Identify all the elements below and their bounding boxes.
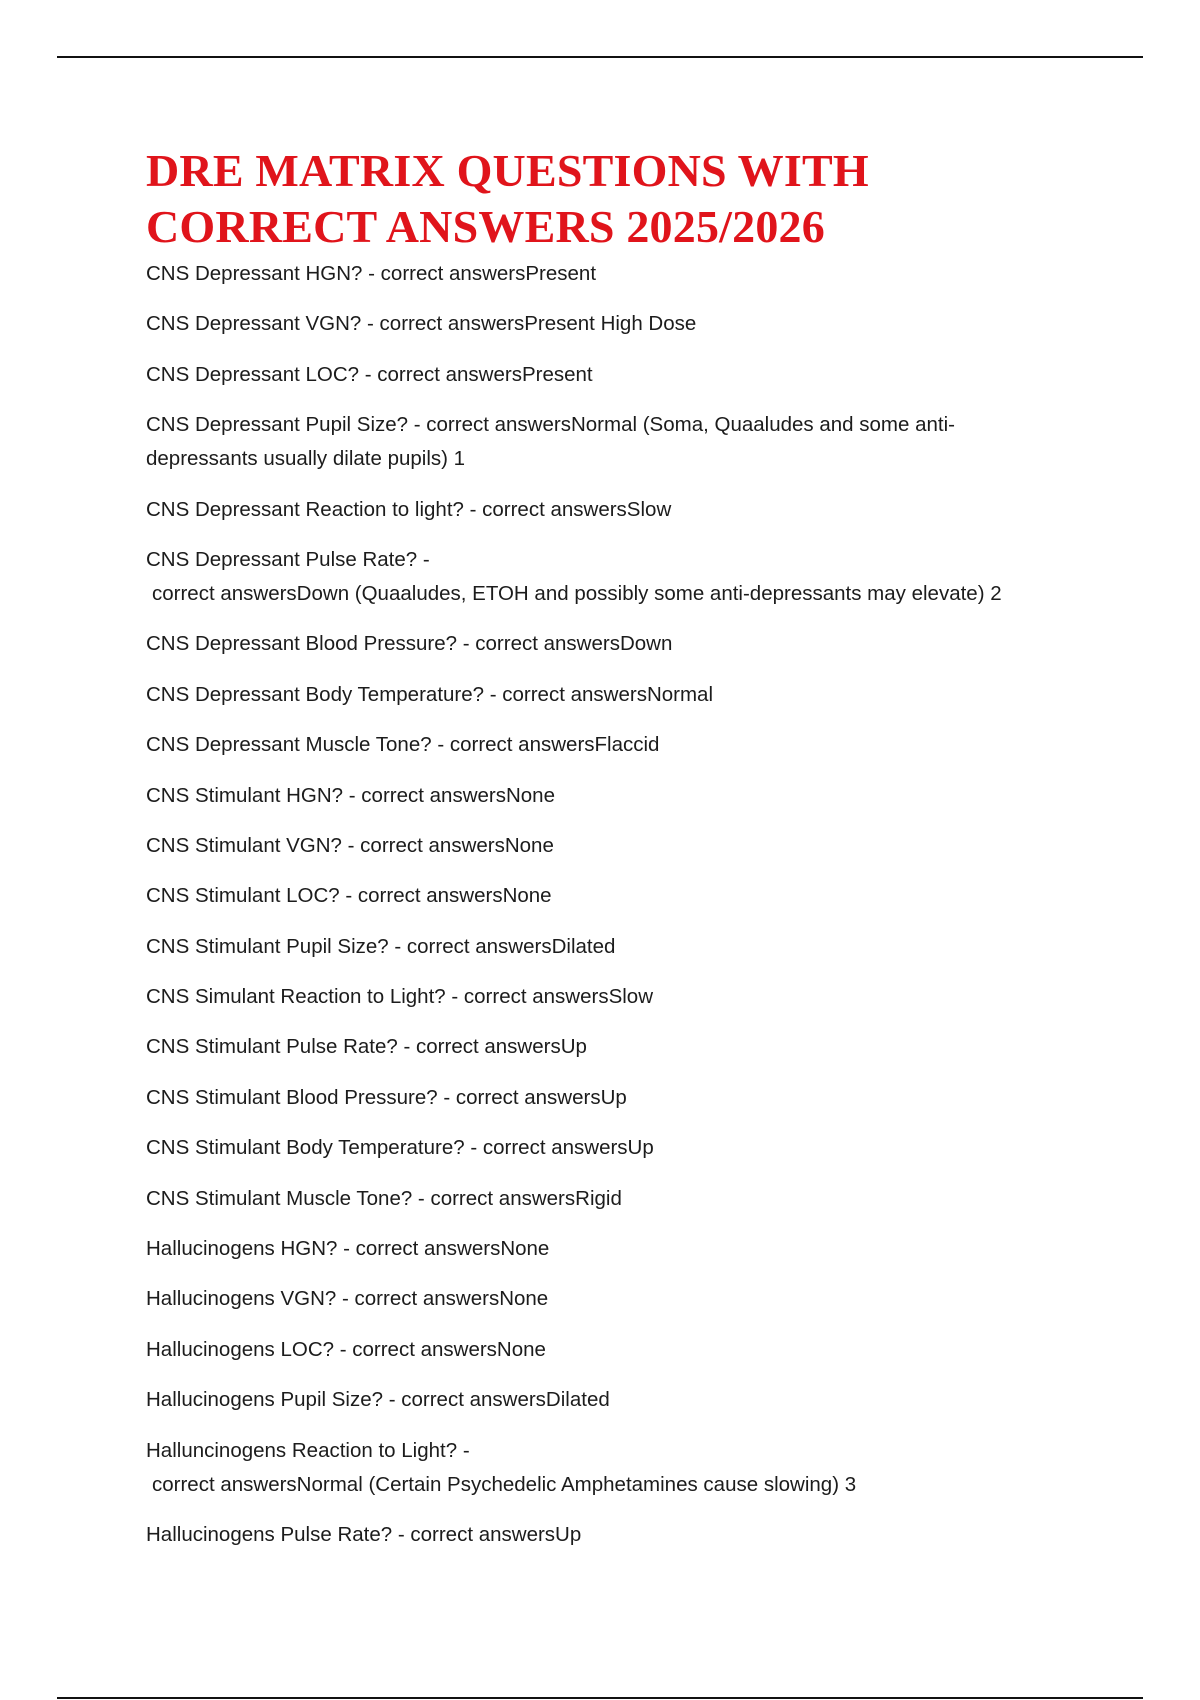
qa-question: Hallucinogens VGN? - correct answersNone [146, 1287, 549, 1311]
qa-continuation: depressants usually dilate pupils) 1 [146, 447, 466, 471]
qa-question: CNS Depressant Muscle Tone? - correct answersFlaccid [146, 733, 660, 757]
qa-item [146, 1383, 1096, 1417]
qa-item [146, 1030, 1096, 1064]
qa-list [146, 257, 1096, 1552]
qa-question: CNS Depressant Reaction to light? - correct answersSlow [146, 497, 672, 521]
qa-item [146, 1518, 1096, 1552]
qa-item [146, 307, 1096, 341]
qa-question: CNS Stimulant LOC? - correct answersNone [146, 884, 552, 908]
qa-item [146, 728, 1096, 762]
qa-question: CNS Depressant Body Temperature? - correct answersNormal [146, 682, 714, 706]
qa-question: CNS Stimulant Muscle Tone? - correct answersRigid [146, 1186, 622, 1210]
qa-item [146, 678, 1096, 712]
qa-question: CNS Depressant LOC? - correct answersPresent [146, 362, 593, 386]
qa-question: CNS Simulant Reaction to Light? - correct answersSlow [146, 985, 654, 1009]
title-line-2: CORRECT ANSWERS 2025/2026 [146, 201, 825, 252]
qa-item [146, 257, 1096, 291]
footer-rule [57, 1697, 1143, 1699]
qa-item [146, 1434, 1096, 1502]
qa-question: CNS Depressant VGN? - correct answersPresent High Dose [146, 312, 697, 336]
qa-question: Hallucinogens Pulse Rate? - correct answersUp [146, 1522, 582, 1546]
document-title [146, 143, 1096, 255]
qa-item [146, 1081, 1096, 1115]
qa-item [146, 408, 1096, 476]
qa-question: Hallucinogens LOC? - correct answersNone [146, 1337, 546, 1361]
qa-question: CNS Depressant Pupil Size? - correct answersNormal (Soma, Quaaludes and some anti- [146, 413, 955, 437]
qa-item [146, 1282, 1096, 1316]
qa-item [146, 543, 1096, 611]
qa-item [146, 930, 1096, 964]
title-line-1: DRE MATRIX QUESTIONS WITH [146, 145, 869, 196]
qa-question: Hallucinogens HGN? - correct answersNone [146, 1237, 550, 1261]
qa-item [146, 1182, 1096, 1216]
qa-item [146, 1232, 1096, 1266]
qa-question: CNS Stimulant HGN? - correct answersNone [146, 783, 555, 807]
qa-question: CNS Stimulant Pupil Size? - correct answersDilated [146, 934, 616, 958]
qa-item [146, 980, 1096, 1014]
header-rule [57, 56, 1143, 58]
qa-item [146, 358, 1096, 392]
qa-item [146, 493, 1096, 527]
document-body [146, 143, 1096, 1568]
qa-question: CNS Stimulant Pulse Rate? - correct answersUp [146, 1035, 587, 1059]
qa-answer: correct answersNormal (Certain Psychedelic Amphetamines cause slowing) 3 [152, 1472, 857, 1496]
qa-item [146, 1131, 1096, 1165]
qa-item [146, 879, 1096, 913]
qa-question: CNS Depressant Pulse Rate? - [146, 547, 430, 571]
qa-question: Halluncinogens Reaction to Light? - [146, 1438, 470, 1462]
qa-item [146, 1333, 1096, 1367]
qa-question: CNS Depressant Blood Pressure? - correct answersDown [146, 632, 673, 656]
qa-question: CNS Stimulant VGN? - correct answersNone [146, 833, 554, 857]
qa-item [146, 829, 1096, 863]
qa-question: CNS Stimulant Body Temperature? - correct answersUp [146, 1136, 654, 1160]
qa-question: CNS Stimulant Blood Pressure? - correct answersUp [146, 1085, 627, 1109]
qa-answer: correct answersDown (Quaaludes, ETOH and possibly some anti-depressants may elevate) 2 [152, 581, 1002, 605]
qa-item [146, 627, 1096, 661]
qa-item [146, 779, 1096, 813]
qa-question: CNS Depressant HGN? - correct answersPresent [146, 262, 597, 285]
qa-question: Hallucinogens Pupil Size? - correct answersDilated [146, 1388, 610, 1412]
